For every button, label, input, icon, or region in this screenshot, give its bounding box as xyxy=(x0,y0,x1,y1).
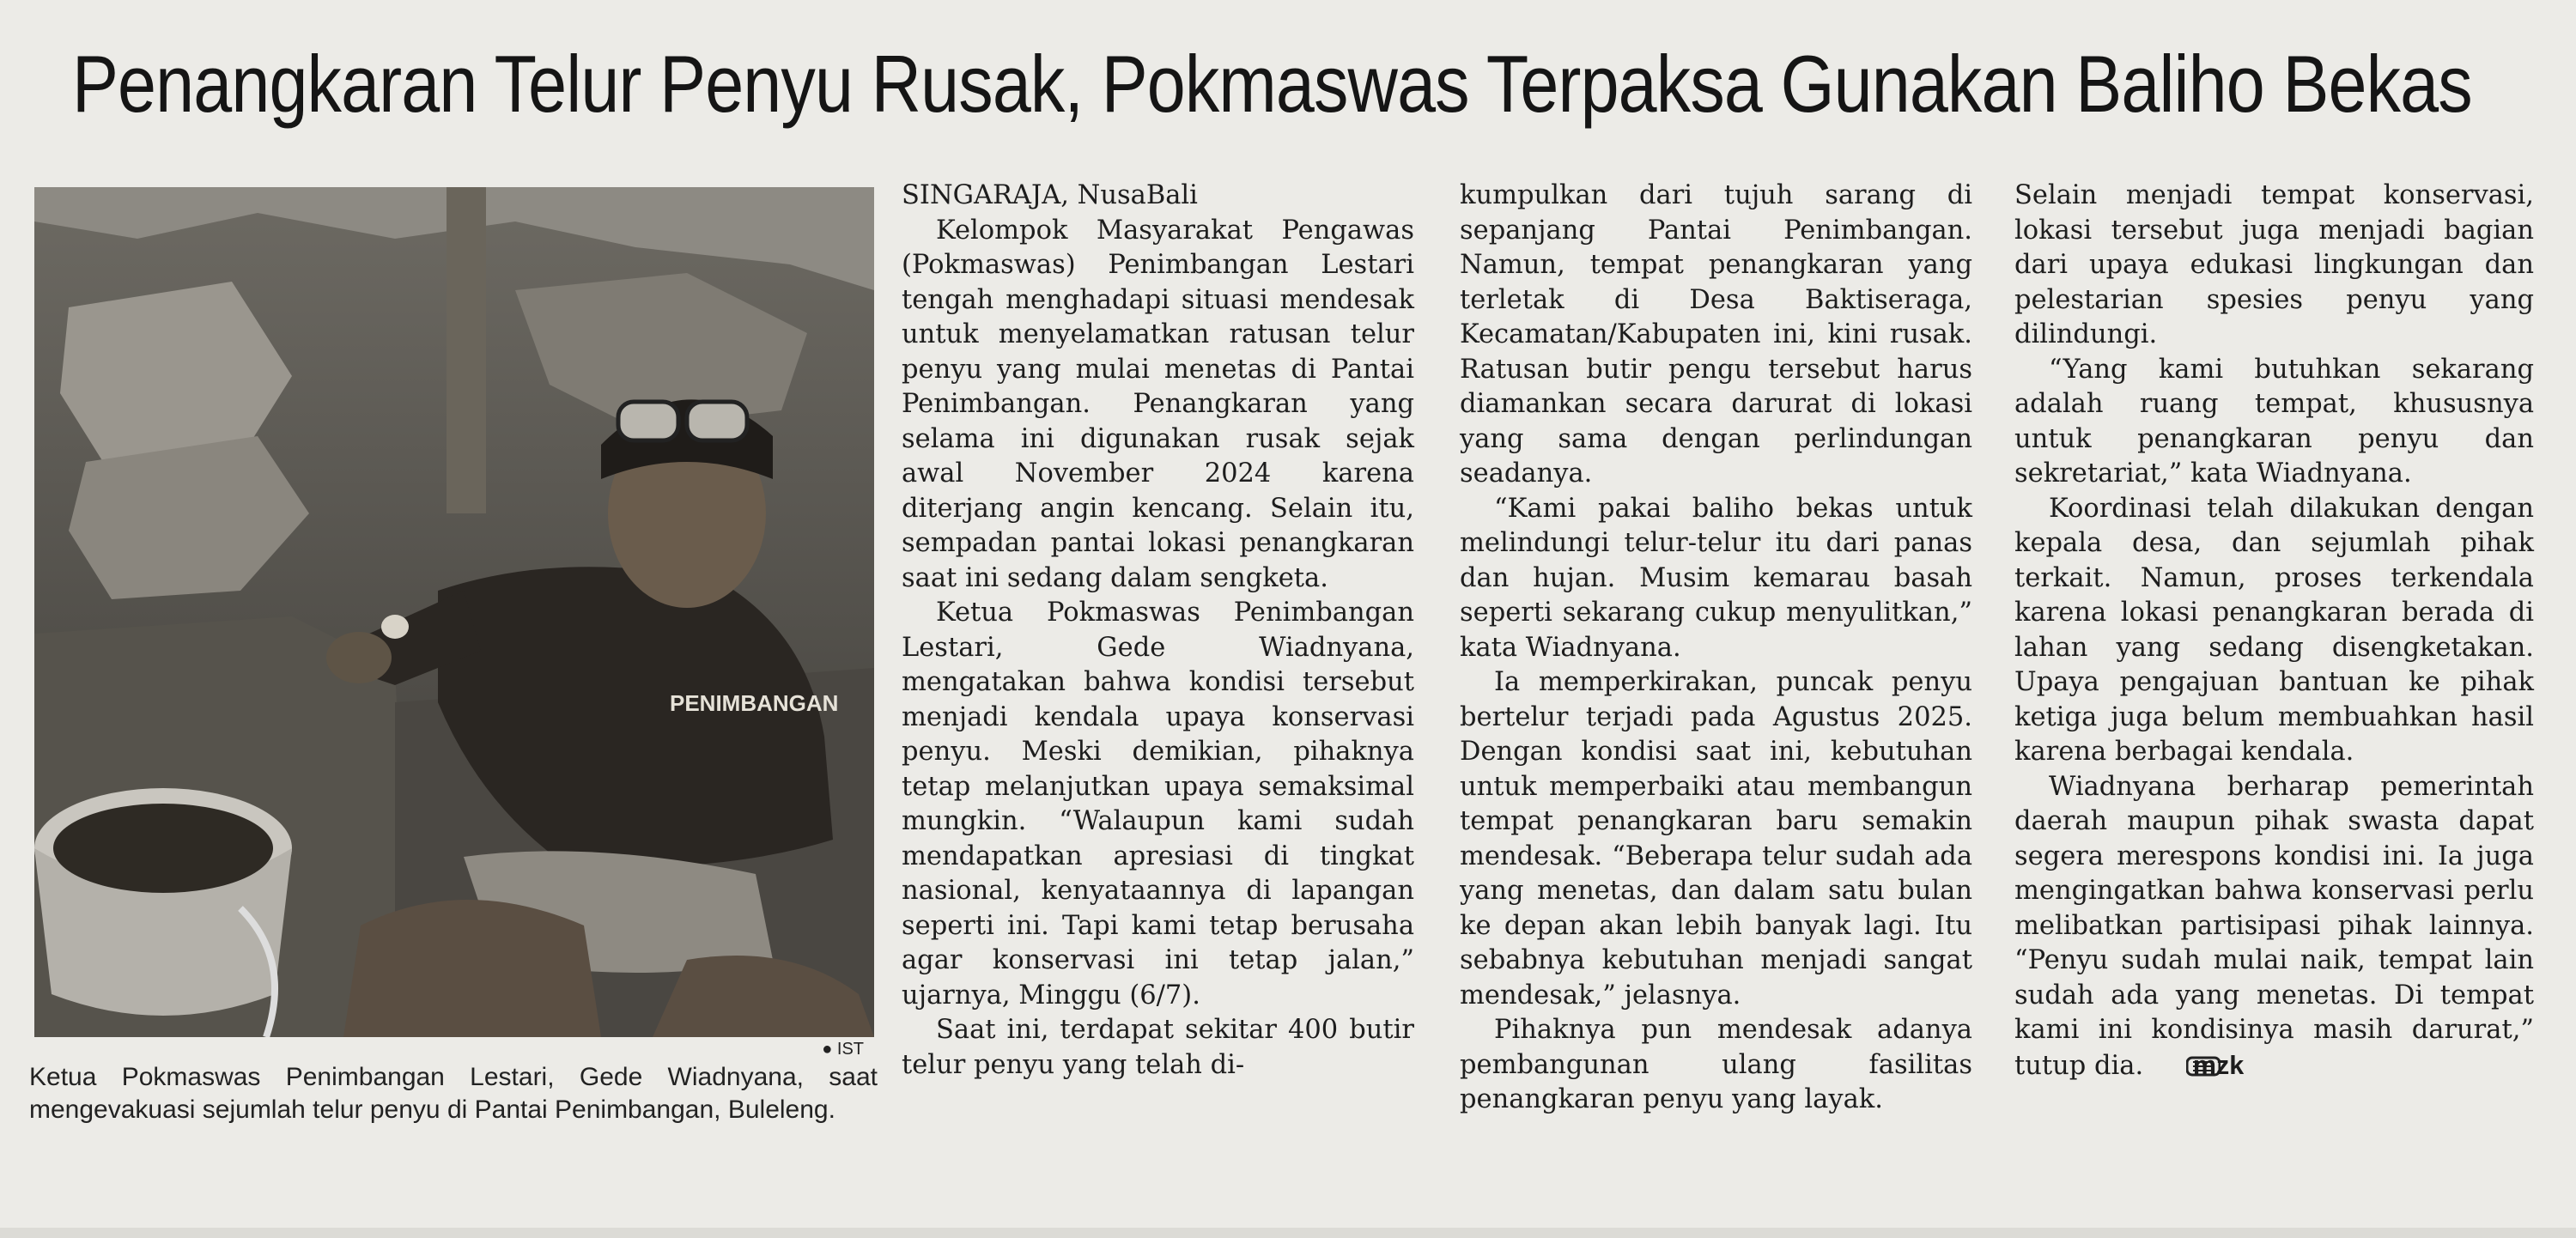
dateline: SINGARAJA, NusaBali xyxy=(902,180,1198,210)
photo-illustration xyxy=(34,187,874,1037)
paragraph: Selain menjadi tempat konservasi, lokasi tersebut juga menjadi bagian dari upaya edukasi lingkungan dan pelestarian spesies penyu yang dilindungi. xyxy=(2014,180,2534,349)
paragraph: “Kami pakai baliho bekas untuk melindungi telur-telur itu dari panas dan hujan. Musim kemarau basah seperti sekarang cukup menyulitkan,” kata Wiadnyana. xyxy=(1460,493,1972,663)
paragraph: Saat ini, terdapat sekitar 400 butir telur penyu yang telah di- xyxy=(902,1015,1414,1080)
shirt-print: PENIMBANGAN xyxy=(670,690,839,716)
paragraph: kumpulkan dari tujuh sarang di sepanjang Pantai Penimbangan. Namun, tempat penangkaran yang terletak di Desa Baktiseraga, Kecamatan/Kabupaten ini, kini rusak. Ratusan butir pengu tersebut harus diamankan secara darurat di lokasi yang sama dengan perlindungan seadanya. xyxy=(1460,180,1972,489)
article-photo xyxy=(34,187,874,1037)
author-signature: mzk xyxy=(2192,1050,2245,1080)
article-column-1 xyxy=(902,179,1414,1083)
photo-credit: ● IST xyxy=(822,1040,864,1059)
photo-caption: Ketua Pokmaswas Penimbangan Lestari, Gede Wiadnyana, saat mengevakuasi sejumlah telur penyu di Pantai Penimbangan, Buleleng. xyxy=(29,1063,878,1124)
article-headline: Penangkaran Telur Penyu Rusak, Pokmaswas Terpaksa Gunakan Baliho Bekas xyxy=(72,39,2472,129)
article-column-2 xyxy=(1460,179,1972,1118)
article-column-3 xyxy=(2014,179,2534,1083)
paragraph-last xyxy=(2014,770,2534,1084)
paragraph: Pihaknya pun mendesak adanya pembangunan ulang fasilitas penangkaran penyu yang layak. xyxy=(1460,1015,1972,1114)
paragraph: Koordinasi telah dilakukan dengan kepala desa, dan sejumlah pihak terkait. Namun, proses terkendala karena lokasi penangkaran berada di lahan yang sedang disengketakan. Upaya pengajuan bantuan ke pihak ketiga juga belum membuahkan hasil karena berbagai kendala. xyxy=(2014,493,2534,767)
paragraph-text: Wiadnyana berharap pemerintah daerah maupun pihak swasta dapat segera merespons kondisi ini. Ia juga mengingatkan bahwa konservasi perlu melibatkan partisipasi pihak lainnya. “Penyu sudah mulai naik, tempat lain sudah ada yang menetas. Di tempat kami ini kondisinya masih darurat,” tutup dia. xyxy=(2014,771,2534,1081)
paragraph: Ketua Pokmaswas Penimbangan Lestari, Gede Wiadnyana, mengatakan bahwa kondisi tersebut menjadi kendala upaya konservasi penyu. Meski demikian, pihaknya tetap melanjutkan upaya semaksimal mungkin. “Walaupun kami sudah mendapatkan apresiasi di tingkat nasional, kenyataannya di lapangan seperti ini. Tapi kami tetap berusaha agar konservasi ini tetap jalan,” ujarnya, Minggu (6/7). xyxy=(902,598,1414,1010)
paragraph: Kelompok Masyarakat Pengawas (Pokmaswas) Penimbangan Lestari tengah menghadapi situasi mendesak untuk menyelamatkan ratusan telur penyu yang mulai menetas di Pantai Penimbangan. Penangkaran yang selama ini digunakan rusak sejak awal November 2024 karena diterjang angin kencang. Selain itu, sempadan pantai lokasi penangkaran saat ini sedang dalam sengketa. xyxy=(902,215,1414,593)
publication-logo-icon xyxy=(2152,1053,2186,1075)
paragraph: Ia memperkirakan, puncak penyu bertelur terjadi pada Agustus 2025. Dengan kondisi saat ini, kebutuhan untuk memperbaiki atau membangun tempat penangkaran baru semakin mendesak. “Beberapa telur sudah ada yang menetas, dan dalam satu bulan ke depan akan lebih banyak lagi. Itu sebabnya kebutuhan menjadi sangat mendesak,” jelasnya. xyxy=(1460,667,1972,1010)
page-bottom-edge xyxy=(0,1228,2576,1238)
paragraph: “Yang kami butuhkan sekarang adalah ruang tempat, khususnya untuk penangkaran penyu dan sekretariat,” kata Wiadnyana. xyxy=(2014,354,2534,489)
